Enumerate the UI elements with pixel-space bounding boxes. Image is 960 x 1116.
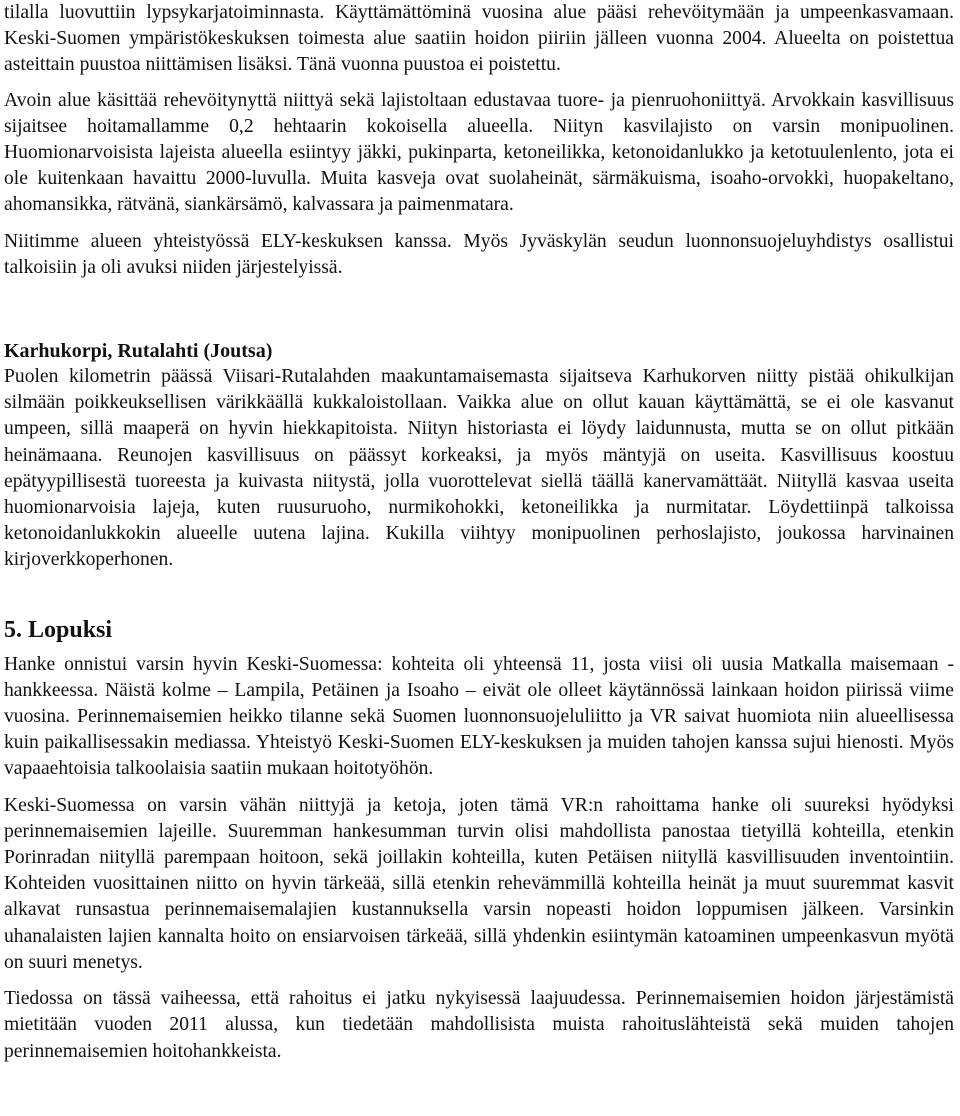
section-heading-lopuksi: 5. Lopuksi — [4, 616, 113, 643]
paragraph-karhukorpi: Puolen kilometrin päässä Viisari-Rutalahden maakuntamaisemasta sijaitseva Karhukorven niitty pistää ohikulkijan silmään poikkeuksellisen värikkäällä kukkaloistollaan. Vaikka alue on ollut kauan käyttämättä, se ei ole kasvanut umpeen, sillä maaperä on hyvin hiekkapitoista. Niityn historiasta ei löydy laidunnusta, mutta se on ollut pitkään heinämaana. Reunojen kasvillisuus on päässyt korkeaksi, ja myös mäntyjä on useita. Kasvillisuus koostuu epätyypillisestä tuoreesta ja kuivasta niitystä, jolla vuorottelevat siellä täällä kanervamättäät. Niityllä kasvaa useita huomionarvoisia lajeja, kuten ruusuruoho, nurmikohokki, ketoneilikka ja nurmitatar. Löydettiinpä talkoissa ketonoidanlukkokin alueelle uutena lajina. Kukilla viihtyy monipuolinen perhoslajisto, joukossa harvinainen kirjoverkkoperhonen. — [4, 366, 954, 571]
paragraph-lopuksi-3: Tiedossa on tässä vaiheessa, että rahoitus ei jatku nykyisessä laajuudessa. Perinnemaisemien hoidon järjestämistä mietitään vuoden 2011 alussa, kun tiedetään mahdollisista muista rahoituslähteistä sekä muiden tahojen perinnemaisemien hoitohankkeista. — [4, 988, 954, 1062]
section-heading-karhukorpi: Karhukorpi, Rutalahti (Joutsa) — [4, 340, 273, 363]
paragraph-lopuksi-1: Hanke onnistui varsin hyvin Keski-Suomessa: kohteita oli yhteensä 11, josta viisi oli uusia Matkalla maisemaan -hankkeessa. Näistä kolme – Lampila, Petäinen ja Isoaho – eivät ole olleet käytännössä lainkaan hoidon piirissä viime vuosina. Perinnemaisemien heikko tilanne sekä Suomen luonnonsuojeluliitto ja VR saivat huomiota niin alueellisessa kuin paikallisessakin mediassa. Yhteistyö Keski-Suomen ELY-keskuksen ja muiden tahojen kanssa sujui hienosti. Myös vapaaehtoisia talkoolaisia saatiin mukaan hoitotyöhön. — [4, 653, 954, 780]
paragraph-lopuksi-2: Keski-Suomessa on varsin vähän niittyjä ja ketoja, joten tämä VR:n rahoittama hanke oli suureksi hyödyksi perinnemaisemien lajeille. Suuremman hankesumman turvin olisi mahdollista panostaa tietyillä kohteilla, etenkin Porinradan niityllä parempaan hoitoon, sekä joillakin kohteilla, kuten Petäisen niityllä kasvillisuuden inventointiin. Kohteiden vuosittainen niitto on hyvin tärkeää, sillä etenkin rehevämmillä kohteilla heinät ja muut suuremmat kasvit alkavat runsastua perinnemaisemalajien kustannuksella varsin nopeasti hoidon loppumisen jälkeen. Varsinkin uhanalaisten lajien kannalta hoito on ensiarvoisen tärkeää, sillä yhdenkin esiintymän katoaminen umpeenkasvun myötä on suuri menetys. — [4, 794, 954, 973]
paragraph-history: tilalla luovuttiin lypsykarjatoiminnasta. Käyttämättöminä vuosina alue pääsi rehevöitymään ja umpeenkasvamaan. Keski-Suomen ympäristökeskuksen toimesta alue saatiin hoidon piiriin jälleen vuonna 2004. Alueelta on poistettua asteittain puustoa niittämisen lisäksi. Tänä vuonna puustoa ei poistettu. — [4, 2, 954, 76]
paragraph-mowing: Niitimme alueen yhteistyössä ELY-keskuksen kanssa. Myös Jyväskylän seudun luonnonsuojeluyhdistys osallistui talkoisiin ja oli avuksi niiden järjestelyissä. — [4, 230, 954, 278]
document-page — [4, 0, 954, 1065]
paragraph-vegetation: Avoin alue käsittää rehevöitynyttä niittyä sekä lajistoltaan edustavaa tuore- ja pienruohoniittyä. Arvokkain kasvillisuus sijaitsee hoitamallamme 0,2 hehtaarin kokoisella alueella. Niityn kasvilajisto on varsin monipuolinen. Huomionarvoisista lajeista alueella esiintyy jäkki, pukinparta, ketoneilikka, ketonoidanlukko ja ketotuulenlento, jota ei ole kuitenkaan havaittu 2000-luvulla. Muita kasveja ovat suolaheinät, särmäkuisma, isoaho-orvokki, huopakeltano, ahomansikka, rätvänä, siankärsämö, kalvassara ja paimenmatara. — [4, 89, 954, 216]
